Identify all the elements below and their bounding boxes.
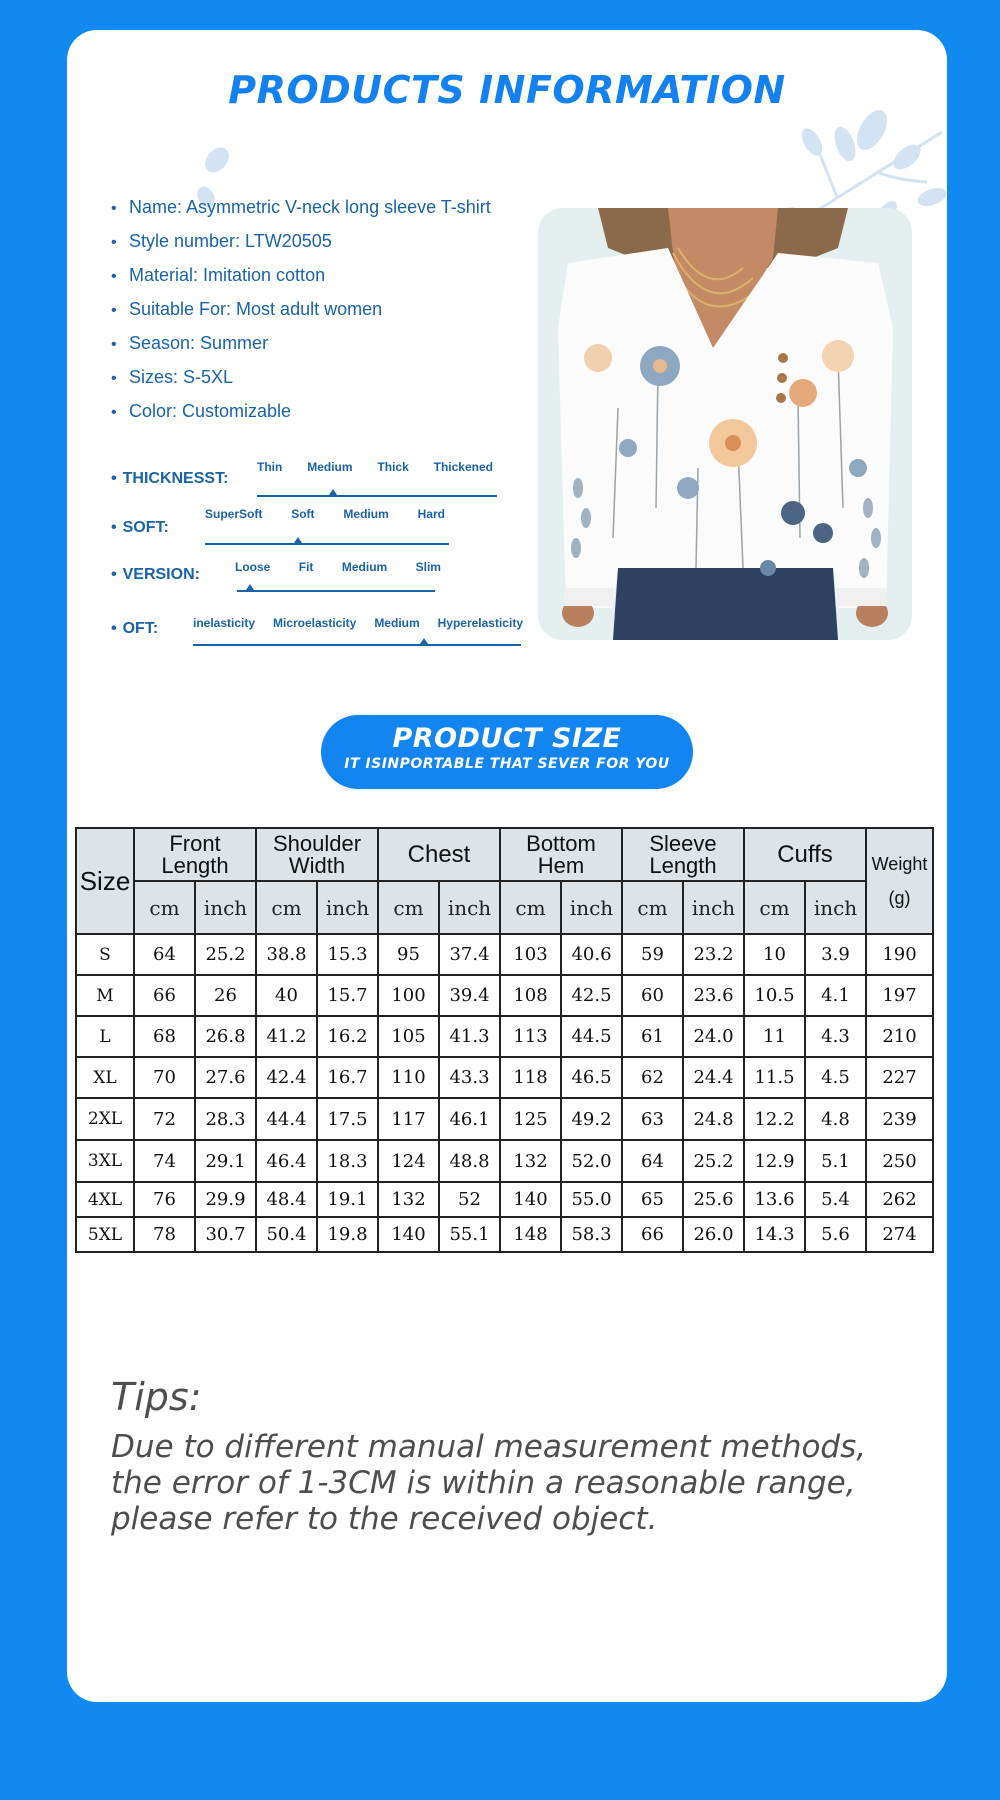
product-size-title: PRODUCT SIZE	[392, 723, 622, 754]
table-cell: 55.1	[439, 1217, 500, 1252]
table-cell: 23.6	[683, 975, 744, 1016]
table-cell: 68	[134, 1016, 195, 1057]
table-cell: 110	[378, 1057, 439, 1098]
table-cell: 59	[622, 934, 683, 975]
cuffs-header: Cuffs	[744, 828, 866, 881]
table-row	[76, 934, 933, 975]
table-row	[76, 1182, 933, 1217]
content-card	[67, 30, 947, 1702]
info-item-suitable: • Suitable For: Most adult women	[111, 292, 491, 326]
table-cell: 40.6	[561, 934, 622, 975]
size-label-cell: 2XL	[76, 1098, 134, 1140]
table-cell: 29.9	[195, 1182, 256, 1217]
table-cell: 117	[378, 1098, 439, 1140]
table-cell: 26	[195, 975, 256, 1016]
table-cell: 103	[500, 934, 561, 975]
front-length-header: Front Length	[134, 828, 256, 881]
version-label: • VERSION:	[111, 566, 200, 584]
oft-label: • OFT:	[111, 620, 158, 638]
table-cell: 100	[378, 975, 439, 1016]
table-cell: 19.8	[317, 1217, 378, 1252]
table-cell: 25.2	[683, 1140, 744, 1182]
table-cell: 25.6	[683, 1182, 744, 1217]
product-size-banner	[321, 715, 693, 789]
table-cell: 239	[866, 1098, 933, 1140]
table-row	[76, 1016, 933, 1057]
table-cell: 60	[622, 975, 683, 1016]
table-cell: 19.1	[317, 1182, 378, 1217]
table-cell: 74	[134, 1140, 195, 1182]
soft-scale	[111, 507, 551, 551]
table-cell: 49.2	[561, 1098, 622, 1140]
table-cell: 5.1	[805, 1140, 866, 1182]
table-cell: 118	[500, 1057, 561, 1098]
shoulder-width-header: Shoulder Width	[256, 828, 378, 881]
table-cell: 46.4	[256, 1140, 317, 1182]
version-line	[237, 590, 435, 592]
table-cell: 46.1	[439, 1098, 500, 1140]
table-cell: 132	[378, 1182, 439, 1217]
table-cell: 43.3	[439, 1057, 500, 1098]
table-cell: 66	[134, 975, 195, 1016]
thickness-label: • THICKNESST:	[111, 470, 228, 488]
soft-label: • SOFT:	[111, 519, 169, 537]
table-cell: 52.0	[561, 1140, 622, 1182]
table-cell: 105	[378, 1016, 439, 1057]
product-photo	[538, 208, 912, 640]
table-cell: 140	[378, 1217, 439, 1252]
table-cell: 17.5	[317, 1098, 378, 1140]
table-cell: 16.7	[317, 1057, 378, 1098]
table-cell: 11.5	[744, 1057, 805, 1098]
table-cell: 15.7	[317, 975, 378, 1016]
soft-option: Soft	[291, 507, 315, 521]
table-cell: 4.3	[805, 1016, 866, 1057]
table-cell: 10.5	[744, 975, 805, 1016]
table-cell: 5.4	[805, 1182, 866, 1217]
info-item-material: • Material: Imitation cotton	[111, 258, 491, 292]
table-cell: 76	[134, 1182, 195, 1217]
table-cell: 15.3	[317, 934, 378, 975]
table-cell: 63	[622, 1098, 683, 1140]
table-cell: 113	[500, 1016, 561, 1057]
table-cell: 61	[622, 1016, 683, 1057]
table-cell: 78	[134, 1217, 195, 1252]
table-cell: 274	[866, 1217, 933, 1252]
version-option: Slim	[415, 560, 441, 574]
tips-title: Tips:	[111, 1375, 202, 1419]
table-cell: 30.7	[195, 1217, 256, 1252]
thickness-option: Thick	[377, 460, 409, 474]
table-cell: 52	[439, 1182, 500, 1217]
thickness-option: Medium	[307, 460, 353, 474]
table-cell: 44.5	[561, 1016, 622, 1057]
table-row	[76, 1057, 933, 1098]
version-option: Medium	[341, 560, 388, 574]
table-cell: 124	[378, 1140, 439, 1182]
unit-inch: inch	[805, 881, 866, 934]
table-cell: 210	[866, 1016, 933, 1057]
unit-inch: inch	[439, 881, 500, 934]
table-cell: 5.6	[805, 1217, 866, 1252]
table-cell: 108	[500, 975, 561, 1016]
table-cell: 72	[134, 1098, 195, 1140]
table-cell: 13.6	[744, 1182, 805, 1217]
unit-inch: inch	[317, 881, 378, 934]
table-cell: 140	[500, 1182, 561, 1217]
table-cell: 4.1	[805, 975, 866, 1016]
table-cell: 46.5	[561, 1057, 622, 1098]
soft-option: Medium	[343, 507, 389, 521]
table-cell: 26.0	[683, 1217, 744, 1252]
info-item-sizes: • Sizes: S-5XL	[111, 360, 491, 394]
info-item-name: • Name: Asymmetric V-neck long sleeve T-shirt	[111, 190, 491, 224]
table-cell: 41.2	[256, 1016, 317, 1057]
table-cell: 12.2	[744, 1098, 805, 1140]
info-item-style: • Style number: LTW20505	[111, 224, 491, 258]
table-cell: 39.4	[439, 975, 500, 1016]
table-cell: 64	[622, 1140, 683, 1182]
table-cell: 26.8	[195, 1016, 256, 1057]
version-option: Loose	[235, 560, 271, 574]
thickness-option: Thickened	[433, 460, 493, 474]
oft-option: Microelasticity	[272, 616, 357, 630]
table-row	[76, 975, 933, 1016]
unit-inch: inch	[683, 881, 744, 934]
oft-option: Medium	[374, 616, 420, 630]
thickness-line	[257, 495, 497, 497]
table-cell: 44.4	[256, 1098, 317, 1140]
table-cell: 24.4	[683, 1057, 744, 1098]
table-cell: 24.8	[683, 1098, 744, 1140]
table-cell: 4.8	[805, 1098, 866, 1140]
table-cell: 64	[134, 934, 195, 975]
table-cell: 125	[500, 1098, 561, 1140]
table-cell: 14.3	[744, 1217, 805, 1252]
table-cell: 37.4	[439, 934, 500, 975]
table-cell: 42.4	[256, 1057, 317, 1098]
table-cell: 27.6	[195, 1057, 256, 1098]
version-scale	[111, 560, 551, 604]
table-cell: 28.3	[195, 1098, 256, 1140]
chest-header: Chest	[378, 828, 500, 881]
size-label-cell: L	[76, 1016, 134, 1057]
unit-cm: cm	[500, 881, 561, 934]
thickness-scale	[111, 460, 551, 504]
oft-option: inelasticity	[193, 616, 256, 630]
table-cell: 262	[866, 1182, 933, 1217]
table-row	[76, 1140, 933, 1182]
weight-header: Weight (g)	[866, 828, 933, 934]
table-cell: 70	[134, 1057, 195, 1098]
table-cell: 132	[500, 1140, 561, 1182]
table-cell: 10	[744, 934, 805, 975]
unit-cm: cm	[622, 881, 683, 934]
bottom-hem-header: Bottom Hem	[500, 828, 622, 881]
unit-cm: cm	[744, 881, 805, 934]
table-cell: 12.9	[744, 1140, 805, 1182]
table-cell: 3.9	[805, 934, 866, 975]
version-option: Fit	[298, 560, 314, 574]
oft-line	[193, 644, 521, 646]
tips-section	[111, 1375, 911, 1537]
table-cell: 4.5	[805, 1057, 866, 1098]
size-label-cell: 3XL	[76, 1140, 134, 1182]
product-info-list	[111, 190, 491, 428]
oft-scale	[111, 616, 551, 660]
table-row	[76, 1098, 933, 1140]
unit-inch: inch	[561, 881, 622, 934]
table-cell: 190	[866, 934, 933, 975]
table-cell: 25.2	[195, 934, 256, 975]
size-header: Size	[76, 828, 134, 934]
product-size-subtitle: IT ISINPORTABLE THAT SEVER FOR YOU	[344, 756, 670, 772]
unit-cm: cm	[378, 881, 439, 934]
table-cell: 197	[866, 975, 933, 1016]
table-cell: 66	[622, 1217, 683, 1252]
table-row	[76, 1217, 933, 1252]
table-cell: 40	[256, 975, 317, 1016]
table-cell: 227	[866, 1057, 933, 1098]
table-cell: 48.4	[256, 1182, 317, 1217]
thickness-option: Thin	[257, 460, 283, 474]
product-shirt-illustration	[538, 208, 912, 640]
size-label-cell: XL	[76, 1057, 134, 1098]
table-cell: 23.2	[683, 934, 744, 975]
sleeve-length-header: Sleeve Length	[622, 828, 744, 881]
table-cell: 55.0	[561, 1182, 622, 1217]
unit-cm: cm	[134, 881, 195, 934]
table-cell: 41.3	[439, 1016, 500, 1057]
table-cell: 48.8	[439, 1140, 500, 1182]
table-cell: 38.8	[256, 934, 317, 975]
table-cell: 58.3	[561, 1217, 622, 1252]
soft-line	[205, 543, 449, 545]
table-cell: 62	[622, 1057, 683, 1098]
table-cell: 29.1	[195, 1140, 256, 1182]
info-item-season: • Season: Summer	[111, 326, 491, 360]
table-cell: 42.5	[561, 975, 622, 1016]
size-label-cell: 5XL	[76, 1217, 134, 1252]
oft-option: Hyperelasticity	[437, 616, 523, 630]
soft-option: SuperSoft	[205, 507, 263, 521]
table-cell: 148	[500, 1217, 561, 1252]
table-cell: 95	[378, 934, 439, 975]
tips-body: Due to different manual measurement methods, the error of 1-3CM is within a reasonable range, please refer to the received object.	[111, 1429, 867, 1537]
soft-option: Hard	[417, 507, 445, 521]
table-cell: 50.4	[256, 1217, 317, 1252]
table-cell: 250	[866, 1140, 933, 1182]
table-cell: 65	[622, 1182, 683, 1217]
table-cell: 18.3	[317, 1140, 378, 1182]
info-item-color: • Color: Customizable	[111, 394, 491, 428]
table-cell: 24.0	[683, 1016, 744, 1057]
unit-cm: cm	[256, 881, 317, 934]
size-chart-table	[75, 827, 934, 1253]
page-title: PRODUCTS INFORMATION	[228, 68, 786, 112]
table-cell: 16.2	[317, 1016, 378, 1057]
size-label-cell: M	[76, 975, 134, 1016]
size-label-cell: 4XL	[76, 1182, 134, 1217]
table-cell: 11	[744, 1016, 805, 1057]
unit-inch: inch	[195, 881, 256, 934]
size-label-cell: S	[76, 934, 134, 975]
